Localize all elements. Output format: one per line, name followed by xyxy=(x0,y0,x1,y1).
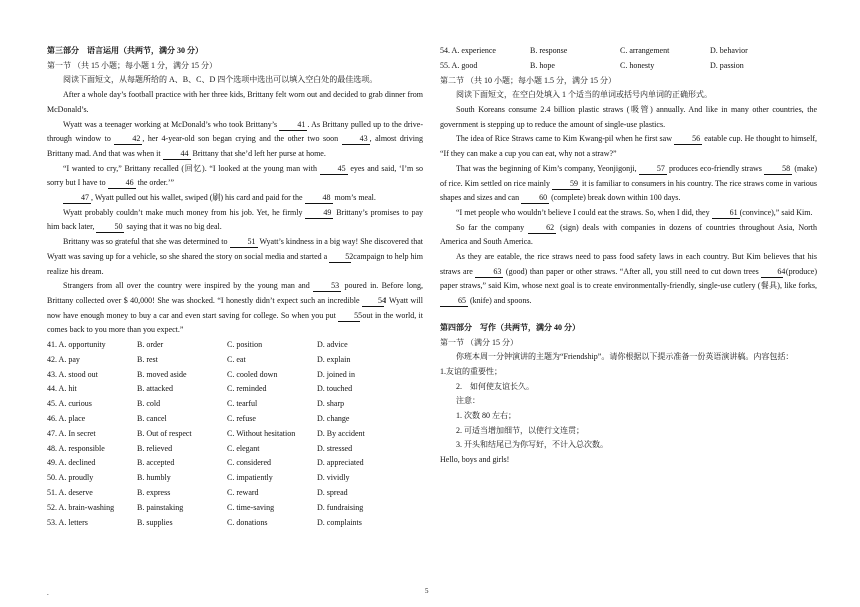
blank-41[interactable]: 41 xyxy=(279,119,307,131)
right-column xyxy=(440,44,817,468)
option-choice[interactable]: D. fundraising xyxy=(317,502,364,512)
option-row xyxy=(47,442,423,457)
blank-45[interactable]: 45 xyxy=(320,163,348,175)
passage-paragraph: After a whole day’s football practice with her three kids, Brittany felt worn out and decided to grab dinner from McDonald’s. xyxy=(47,90,423,114)
option-row xyxy=(47,427,423,442)
option-row xyxy=(47,486,423,501)
option-choice[interactable]: C. refuse xyxy=(227,414,256,424)
instruction: 阅读下面短文，从每题所给的 A、B、C、D 四个选项中选出可以填入空白处的最佳选项。 xyxy=(63,75,378,85)
passage-paragraph: So far the company 62 (sign) deals with companies in dozens of countries throughout Asia, North America and South America. xyxy=(440,222,817,247)
passage-paragraph: South Koreans consume 2.4 billion plastic straws (吸管) annually. And like in many other countries, the government is stepping up to reduce the amount of single-use plastics. xyxy=(440,105,817,129)
prompt-point: 2. 如何使友谊长久。 xyxy=(456,381,534,391)
blank-63[interactable]: 63 xyxy=(475,266,503,278)
writing-prompt: 你班本周一分钟演讲的主题为“Friendship”。请你根据以下提示准备一份英语演讲稿。内容包括： xyxy=(456,352,794,362)
option-choice[interactable]: D. By accident xyxy=(317,428,365,438)
option-choice[interactable]: B. attacked xyxy=(137,384,173,394)
option-choice[interactable]: C. reminded xyxy=(227,384,267,394)
blank-54[interactable]: 54 xyxy=(362,295,384,307)
note-item: 1. 次数 80 左右； xyxy=(456,411,516,421)
option-choice[interactable]: C. tearful xyxy=(227,399,258,409)
option-row xyxy=(440,59,817,74)
option-choice[interactable]: C. impatiently xyxy=(227,473,273,483)
blank-65[interactable]: 65 xyxy=(440,295,468,307)
option-choice[interactable]: D. appreciated xyxy=(317,458,364,468)
option-choice[interactable]: 45. A. curious xyxy=(47,399,92,409)
option-choice[interactable]: B. express xyxy=(137,488,171,498)
option-choice[interactable]: B. cancel xyxy=(137,414,167,424)
option-row xyxy=(47,338,423,353)
option-row xyxy=(47,456,423,471)
passage-paragraph: Brittany was so grateful that she was determined to 51 Wyatt’s kindness in a big way! She discovered that Wyatt was saving up for a vehicle, so she shared the story on social media and started a 52 campaign to help him realize his dream. xyxy=(47,237,423,276)
option-row xyxy=(47,412,423,427)
option-choice[interactable]: 42. A. pay xyxy=(47,354,80,364)
part-title: 第一节 （共 15 小题；每小题 1 分，满分 15 分） xyxy=(47,60,217,70)
option-row xyxy=(47,353,423,368)
option-choice[interactable]: B. response xyxy=(530,46,568,55)
blank-62[interactable]: 62 xyxy=(528,222,556,234)
prompt-point: 1.友谊的重要性； xyxy=(440,366,502,376)
blank-43[interactable]: 43 xyxy=(342,133,370,145)
blank-60[interactable]: 60 xyxy=(521,192,549,204)
blank-46[interactable]: 46 xyxy=(108,177,136,189)
option-choice[interactable]: C. Without hesitation xyxy=(227,428,296,438)
blank-59[interactable]: 59 xyxy=(552,178,580,190)
passage-paragraph: Strangers from all over the country were inspired by the young man and 53 poured in. Before long, Brittany collected over $ 40,000! She was shocked. “I honestly didn’t expect such an incredible 54! Wyatt will now have enough money to buy a car and even start saving for college. So when you put 55 out in the world, it comes back to you more than you expect.” xyxy=(47,281,423,335)
option-choice[interactable]: 51. A. deserve xyxy=(47,488,93,498)
option-choice[interactable]: B. moved aside xyxy=(137,369,187,379)
option-choice[interactable]: 48. A. responsible xyxy=(47,443,105,453)
option-choice[interactable]: 53. A. letters xyxy=(47,517,88,527)
blank-55[interactable]: 55 xyxy=(338,310,360,322)
option-choice[interactable]: 49. A. declined xyxy=(47,458,96,468)
option-choice[interactable]: 43. A. stood out xyxy=(47,369,98,379)
part-title: 第二节 （共 10 小题；每小题 1.5 分，满分 15 分） xyxy=(440,75,616,85)
passage-paragraph: 47 , Wyatt pulled out his wallet, swiped (刷) his card and paid for the 48 mom’s meal. xyxy=(47,191,423,206)
blank-50[interactable]: 50 xyxy=(96,221,124,233)
left-column xyxy=(47,44,423,530)
passage-paragraph: Wyatt was a teenager working at McDonald’s who took Brittany’s 41 . As Brittany pulled up to the drive-through window to 42 , her 4-year-old son began crying and the other two soon 43 , almost driving Brittany mad. And that was when it 44 Brittany that she’d left her purse at home. xyxy=(47,119,423,158)
option-choice[interactable]: 50. A. proudly xyxy=(47,473,94,483)
option-choice[interactable]: 47. A. In secret xyxy=(47,428,96,438)
passage-paragraph: “I wanted to cry,” Brittany recalled (回忆). “I looked at the young man with 45 eyes and said, ‘I’m so sorry but I have to 46 the order.’” xyxy=(47,163,423,188)
option-choice[interactable]: C. arrangement xyxy=(620,46,670,55)
passage-paragraph: Wyatt probably couldn’t make much money from his job. Yet, he firmly 49 Brittany’s promises to pay him back later, 50 saying that it was no big deal. xyxy=(47,207,424,232)
part-title: 第一节 （满分 15 分） xyxy=(440,337,518,347)
passage-paragraph: “I met people who wouldn’t believe I could eat the straws. So, when I did, they 61 (convince),” said Kim. xyxy=(456,207,813,217)
option-row xyxy=(47,516,423,531)
blank-61[interactable]: 61 xyxy=(712,207,740,219)
blank-56[interactable]: 56 xyxy=(674,133,702,145)
option-choice[interactable]: D. sharp xyxy=(317,399,345,409)
option-choice[interactable]: B. hope xyxy=(530,60,555,70)
option-choice[interactable]: D. behavior xyxy=(710,46,748,55)
option-choice[interactable]: B. painstaking xyxy=(137,502,184,512)
option-choice[interactable]: D. stressed xyxy=(317,443,353,453)
passage-paragraph: The idea of Rice Straws came to Kim Kwang-pil when he first saw 56 eatable cup. He thought to himself, “If they can make a cup you can eat, why not a straw?” xyxy=(440,134,817,159)
blank-47[interactable]: 47 xyxy=(63,192,91,204)
footer-mark: . xyxy=(47,589,49,597)
option-choice[interactable]: 54. A. experience xyxy=(440,46,496,55)
section-title: 第三部分 语言运用（共两节，满分 30 分） xyxy=(47,46,203,55)
instruction: 阅读下面短文，在空白处填入 1 个适当的单词或括号内单词的正确形式。 xyxy=(456,90,712,100)
option-choice[interactable]: D. vividly xyxy=(317,473,350,483)
note-item: 3. 开头和结尾已为你写好，不计入总次数。 xyxy=(456,440,608,450)
option-row xyxy=(47,471,423,486)
blank-48[interactable]: 48 xyxy=(305,192,333,204)
option-choice[interactable]: B. order xyxy=(137,340,164,350)
option-choice[interactable]: 44. A. hit xyxy=(47,384,77,394)
note-item: 2. 可适当增加细节，以使行文连贯； xyxy=(456,425,584,435)
option-row xyxy=(47,368,423,383)
option-choice[interactable]: C. time-saving xyxy=(227,502,275,512)
option-row xyxy=(440,44,817,59)
option-choice[interactable]: C. eat xyxy=(227,354,246,364)
option-choice[interactable]: D. touched xyxy=(317,384,353,394)
option-choice[interactable]: C. elegant xyxy=(227,443,260,453)
option-choice[interactable]: B. Out of respect xyxy=(137,428,192,438)
option-choice[interactable]: D. advice xyxy=(317,340,348,350)
option-choice[interactable]: B. humbly xyxy=(137,473,171,483)
option-choice[interactable]: D. change xyxy=(317,414,350,424)
option-row xyxy=(47,501,423,516)
option-choice[interactable]: 52. A. brain-washing xyxy=(47,502,115,512)
blank-57[interactable]: 57 xyxy=(639,163,667,175)
blank-64[interactable]: 64 xyxy=(761,266,783,278)
passage-paragraph: That was the beginning of Kim’s company, Yeonjigonji, 57 produces eco-friendly straws 58 (make) of rice. Kim settled on rice mainly 59 it is familiar to consumers in his country. The rice straws come in various shapes and sizes and can 60 (complete) break down within 100 days. xyxy=(440,163,817,203)
option-choice[interactable]: C. reward xyxy=(227,488,259,498)
option-choice[interactable]: D. spread xyxy=(317,488,348,498)
blank-53[interactable]: 53 xyxy=(313,280,341,292)
page-number: 5 xyxy=(425,587,429,595)
option-row xyxy=(47,382,423,397)
blank-49[interactable]: 49 xyxy=(305,207,333,219)
blank-58[interactable]: 58 xyxy=(764,163,792,175)
option-choice[interactable]: D. explain xyxy=(317,354,351,364)
option-choice[interactable]: C. cooled down xyxy=(227,369,278,379)
blank-42[interactable]: 42 xyxy=(114,133,142,145)
option-choice[interactable]: B. cold xyxy=(137,399,161,409)
blank-51[interactable]: 51 xyxy=(230,236,258,248)
option-choice[interactable]: C. considered xyxy=(227,458,271,468)
section-title: 第四部分 写作（共两节，满分 40 分） xyxy=(440,322,580,332)
option-choice[interactable]: C. position xyxy=(227,340,263,350)
option-row xyxy=(47,397,423,412)
option-choice[interactable]: B. rest xyxy=(137,354,158,364)
option-choice[interactable]: D. joined in xyxy=(317,369,355,379)
option-choice[interactable]: 41. A. opportunity xyxy=(47,340,106,350)
option-choice[interactable]: 46. A. place xyxy=(47,414,86,424)
blank-44[interactable]: 44 xyxy=(163,148,191,160)
option-choice[interactable]: D. complaints xyxy=(317,517,362,527)
options-list xyxy=(47,338,423,530)
options-list xyxy=(440,44,817,74)
option-choice[interactable]: C. honesty xyxy=(620,60,655,70)
option-choice[interactable]: 55. A. good xyxy=(440,60,478,70)
greeting: Hello, boys and girls! xyxy=(440,455,510,465)
option-choice[interactable]: B. relieved xyxy=(137,443,173,453)
option-choice[interactable]: D. passion xyxy=(710,60,744,70)
passage-paragraph: As they are eatable, the rice straws need to pass food safety laws in each country. But Kim believes that his straws are 63 (good) than paper or other straws. “After all, you still need to cut down trees 64 (produce) paper straws,” said Kim, whose next goal is to create environmentally-friendly, single-use cutlery (餐具), like forks, 65 (knife) and spoons. xyxy=(440,252,817,306)
option-choice[interactable]: B. supplies xyxy=(137,517,173,527)
option-choice[interactable]: B. accepted xyxy=(137,458,175,468)
notes-label: 注意： xyxy=(456,396,480,406)
blank-52[interactable]: 52 xyxy=(329,251,351,263)
option-choice[interactable]: C. donations xyxy=(227,517,268,527)
